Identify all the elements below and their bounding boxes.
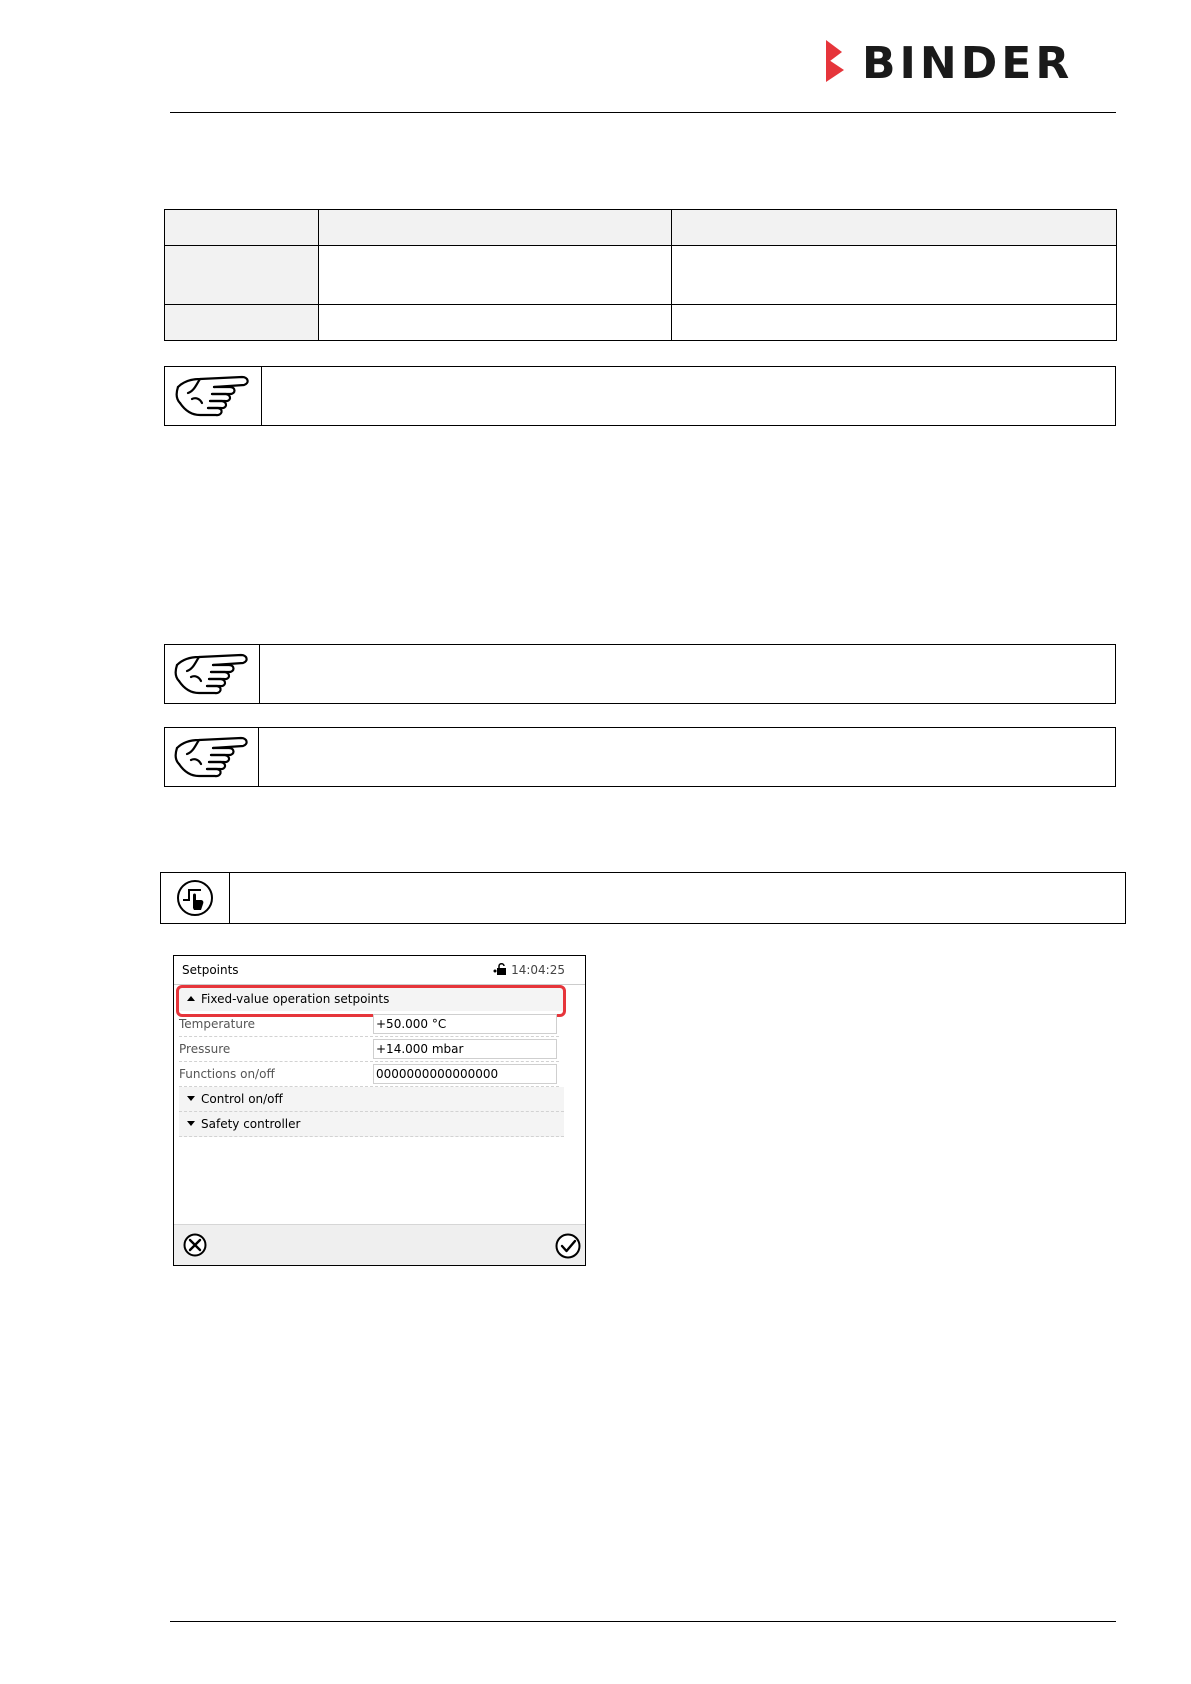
note-text <box>273 645 1105 703</box>
setpoint-row-functions <box>179 1062 559 1087</box>
field-label: Functions on/off <box>179 1067 275 1081</box>
group-label: Safety controller <box>201 1117 301 1131</box>
screen-time: 14:04:25 <box>511 963 565 977</box>
setpoint-row-temperature <box>179 1012 559 1037</box>
instruction-icon-cell <box>161 873 230 923</box>
table-cell <box>319 305 672 341</box>
table-cell <box>672 210 1117 246</box>
table-cell <box>165 305 319 341</box>
expand-arrow-icon <box>187 1096 195 1101</box>
cancel-button[interactable] <box>183 1233 207 1257</box>
screen-title: Setpoints <box>182 963 239 977</box>
screen-footer <box>174 1224 585 1265</box>
table-row <box>165 210 1117 246</box>
temperature-input[interactable]: +50.000 °C <box>373 1014 557 1034</box>
group-control[interactable] <box>179 1087 564 1112</box>
screen-clock <box>493 963 565 977</box>
table-cell <box>319 246 672 305</box>
binder-logo-mark <box>826 38 1116 84</box>
note-icon-cell <box>165 645 260 703</box>
pointing-hand-icon <box>174 369 252 423</box>
group-label: Control on/off <box>201 1092 283 1106</box>
instruction-text <box>241 873 1115 923</box>
field-label: Pressure <box>179 1042 231 1056</box>
setpoints-screen <box>173 955 586 1266</box>
note-icon-cell <box>165 728 259 786</box>
group-label: Fixed-value operation setpoints <box>201 992 390 1006</box>
touch-setpoint-icon <box>175 878 215 918</box>
spec-table <box>164 209 1117 341</box>
table-row <box>165 305 1117 341</box>
expand-arrow-icon <box>187 1121 195 1126</box>
table-cell <box>319 210 672 246</box>
field-label: Temperature <box>179 1017 256 1031</box>
footer-rule <box>170 1621 1116 1622</box>
table-cell <box>672 305 1117 341</box>
pointing-hand-icon <box>173 730 251 784</box>
binder-logo <box>826 38 1116 84</box>
group-safety[interactable] <box>179 1112 564 1137</box>
note-text <box>275 367 1105 425</box>
confirm-button[interactable] <box>555 1233 581 1259</box>
note-text <box>272 728 1105 786</box>
functions-input[interactable]: 0000000000000000 <box>373 1064 557 1084</box>
pointing-hand-icon <box>173 647 251 701</box>
note-box <box>164 727 1116 787</box>
instruction-box <box>160 872 1126 924</box>
table-cell <box>672 246 1117 305</box>
setpoint-row-pressure <box>179 1037 559 1062</box>
svg-text:BINDER: BINDER <box>862 38 1074 84</box>
table-cell <box>165 246 319 305</box>
note-box <box>164 644 1116 704</box>
lock-icon <box>493 963 507 975</box>
note-box <box>164 366 1116 426</box>
table-cell <box>165 210 319 246</box>
header-rule <box>170 112 1116 113</box>
note-icon-cell <box>165 367 262 425</box>
table-row <box>165 246 1117 305</box>
pressure-input[interactable]: +14.000 mbar <box>373 1039 557 1059</box>
